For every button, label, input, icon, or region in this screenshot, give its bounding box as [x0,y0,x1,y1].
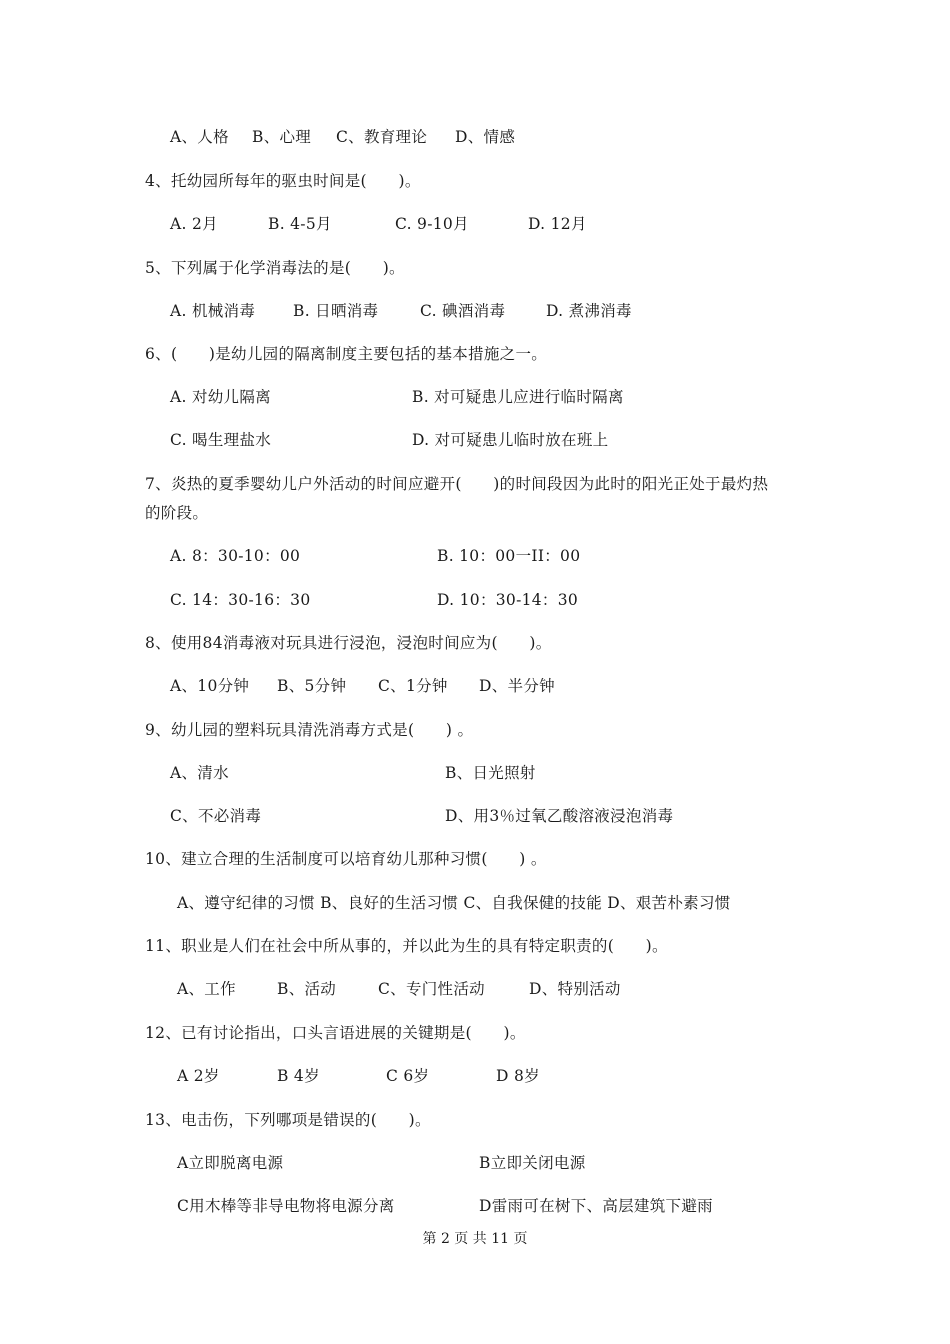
q11-option-a: A、工作 [177,980,236,998]
q4-option-b: B. 4-5月 [268,215,332,233]
q11-option-c: C、专门性活动 [378,980,485,998]
q12-option-d: D 8岁 [496,1067,540,1085]
q10-options-line: A、遵守纪律的习惯 B、良好的生活习惯 C、自我保健的技能 D、艰苦朴素习惯 [177,894,731,912]
q12-stem: 12、已有讨论指出，口头言语进展的关键期是( )。 [145,1024,526,1042]
q13-stem: 13、电击伤，下列哪项是错误的( )。 [145,1111,431,1129]
q6-stem: 6、( )是幼儿园的隔离制度主要包括的基本措施之一。 [145,345,548,363]
q5-option-a: A. 机械消毒 [170,302,256,320]
q4-option-a: A. 2月 [170,215,218,233]
q6-option-c: C. 喝生理盐水 [170,431,272,449]
q8-option-a: A、10分钟 [170,677,250,695]
q13-option-c: C用木棒等非导电物将电源分离 [177,1197,395,1215]
q5-option-b: B. 日晒消毒 [293,302,379,320]
q6-option-d: D. 对可疑患儿临时放在班上 [412,431,609,449]
q9-option-b: B、日光照射 [445,764,536,782]
q3-option-c: C、教育理论 [336,128,428,146]
q7-option-a: A. 8：30-10：00 [170,547,301,565]
q13-option-a: A立即脱离电源 [177,1154,284,1172]
q10-stem: 10、建立合理的生活制度可以培育幼儿那种习惯( ) 。 [145,850,547,868]
q7-option-b: B. 10：00一II：00 [437,547,581,565]
q9-option-a: A、清水 [170,764,229,782]
page-number-footer: 第 2 页 共 11 页 [422,1231,528,1247]
q3-option-d: D、情感 [455,128,516,146]
q7-stem-line1: 7、炎热的夏季婴幼儿户外活动的时间应避开( )的时间段因为此时的阳光正处于最灼热 [145,475,769,493]
q12-option-a: A 2岁 [177,1067,220,1085]
q4-stem: 4、托幼园所每年的驱虫时间是( )。 [145,172,421,190]
q8-stem: 8、使用84消毒液对玩具进行浸泡，浸泡时间应为( )。 [145,634,552,652]
q11-option-d: D、特别活动 [529,980,621,998]
q12-option-c: C 6岁 [386,1067,430,1085]
q5-option-c: C. 碘酒消毒 [420,302,506,320]
q8-option-b: B、5分钟 [277,677,347,695]
q9-option-d: D、用3％过氧乙酸溶液浸泡消毒 [445,807,674,825]
q13-option-b: B立即关闭电源 [479,1154,586,1172]
q8-option-c: C、1分钟 [378,677,448,695]
q6-option-b: B. 对可疑患儿应进行临时隔离 [412,388,624,406]
q3-option-a: A、人格 [170,128,229,146]
q5-option-d: D. 煮沸消毒 [546,302,632,320]
q9-option-c: C、不必消毒 [170,807,262,825]
q13-option-d: D雷雨可在树下、高层建筑下避雨 [479,1197,713,1215]
q5-stem: 5、下列属于化学消毒法的是( )。 [145,259,405,277]
q8-option-d: D、半分钟 [479,677,555,695]
q11-option-b: B、活动 [277,980,337,998]
q11-stem: 11、职业是人们在社会中所从事的，并以此为生的具有特定职责的( )。 [145,937,668,955]
q9-stem: 9、幼儿园的塑料玩具清洗消毒方式是( ) 。 [145,721,474,739]
q6-option-a: A. 对幼儿隔离 [170,388,271,406]
q7-option-c: C. 14：30-16：30 [170,591,311,609]
q7-option-d: D. 10：30-14：30 [437,591,579,609]
q7-stem-line2: 的阶段。 [145,504,209,522]
q12-option-b: B 4岁 [277,1067,320,1085]
q3-option-b: B、心理 [252,128,312,146]
q4-option-d: D. 12月 [528,215,587,233]
q4-option-c: C. 9-10月 [395,215,469,233]
